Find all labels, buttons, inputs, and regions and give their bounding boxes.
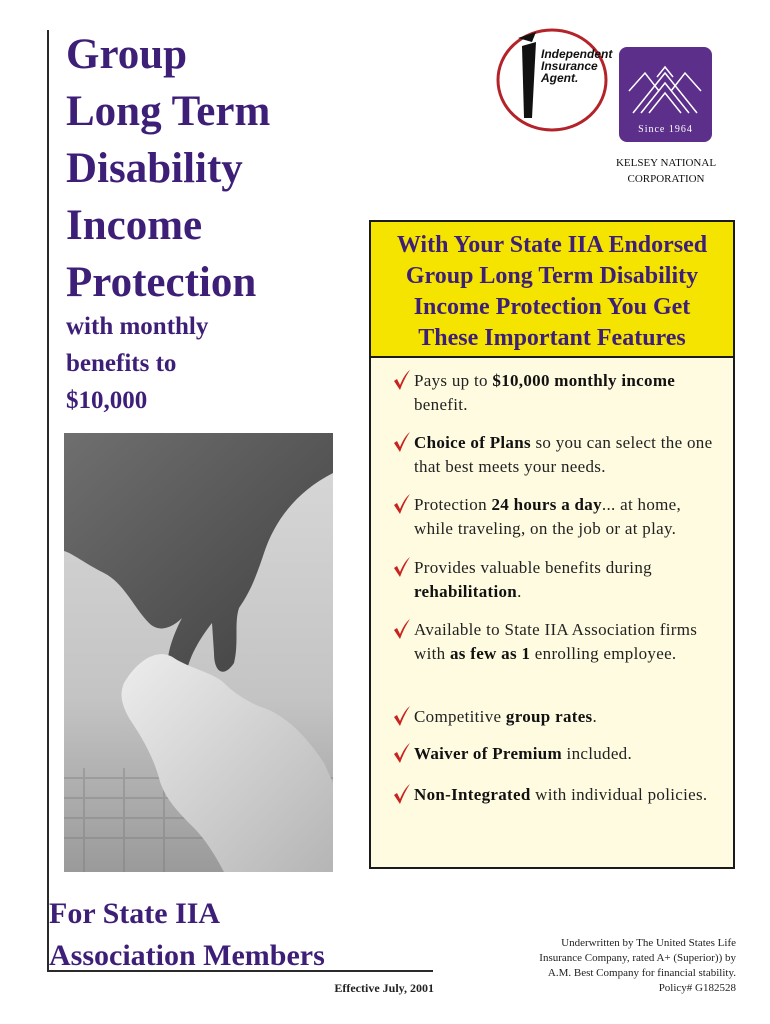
feature-item [393, 431, 723, 479]
feature-item [393, 556, 723, 604]
feature-item [393, 705, 723, 729]
title-line: Long Term [66, 88, 271, 135]
heading-line: These Important Features [418, 325, 686, 351]
feature-text-segment: ... at home, while traveling, on the job or at play. [414, 495, 682, 538]
feature-text [393, 493, 723, 541]
feature-item [393, 618, 723, 666]
feature-text-segment: enrolling employee. [530, 644, 677, 663]
kelsey-name [596, 155, 736, 187]
page-title [66, 26, 366, 311]
underwriter-line: Policy# G182528 [658, 982, 736, 994]
feature-text-segment: so you can select the one that best meets your needs. [414, 433, 713, 476]
members-line: For State IIA [49, 897, 221, 930]
feature-highlight: Choice of Plans [414, 433, 531, 452]
title-line: Income [66, 202, 203, 249]
iia-line: Insurance [541, 59, 598, 73]
features-box [369, 220, 735, 869]
subtitle-line: $10,000 [66, 387, 148, 414]
feature-text [393, 742, 723, 766]
feature-highlight: Non-Integrated [414, 785, 531, 804]
check-icon [393, 556, 411, 578]
feature-text-segment: Pays up to [414, 371, 493, 390]
heading-line: With Your State IIA Endorsed [396, 232, 708, 258]
since-label: Since 1964 [638, 124, 693, 135]
feature-item [393, 783, 723, 807]
check-icon [393, 369, 411, 391]
feature-text-segment: Available to State IIA Association firms with [414, 620, 698, 663]
check-icon [393, 783, 411, 805]
feature-text [393, 369, 723, 417]
feature-text [393, 618, 723, 666]
iia-line: Agent. [541, 71, 579, 85]
feature-highlight: $10,000 monthly income [492, 371, 676, 390]
title-line: Disability [66, 145, 243, 192]
feature-highlight: as few as 1 [449, 644, 531, 663]
feature-highlight: rehabilitation [414, 582, 518, 601]
check-icon [393, 705, 411, 727]
iia-line: Independent [541, 47, 613, 61]
feature-text [393, 556, 723, 604]
left-rule [47, 30, 49, 970]
feature-highlight: 24 hours a day [491, 495, 602, 514]
feature-item [393, 369, 723, 417]
features-heading [371, 222, 733, 358]
underwriter-line: Insurance Company, rated A+ (Superior)) by [539, 952, 736, 964]
subtitle [66, 308, 366, 419]
kelsey-logo [619, 47, 712, 142]
underwriter-note [496, 936, 736, 996]
subtitle-line: with monthly [66, 313, 209, 340]
feature-highlight: Waiver of Premium [414, 744, 562, 763]
feature-text-segment: . [592, 707, 598, 726]
check-icon [393, 493, 411, 515]
feature-item [393, 493, 723, 541]
heading-line: Group Long Term Disability [405, 263, 699, 289]
feature-text-segment: Competitive [414, 707, 506, 726]
members-line: Association Members [49, 939, 325, 972]
feature-item [393, 742, 723, 766]
feature-text-segment: benefit. [414, 395, 468, 414]
feature-text-segment: . [517, 582, 522, 601]
kelsey-name-line: KELSEY NATIONAL [615, 157, 717, 169]
feature-text [393, 431, 723, 479]
check-icon [393, 742, 411, 764]
kelsey-name-line: CORPORATION [627, 173, 705, 185]
feature-text [393, 783, 723, 807]
hands-photo [64, 433, 333, 872]
feature-highlight: group rates [505, 707, 593, 726]
feature-text-segment: Provides valuable benefits during [414, 558, 652, 577]
members-heading [49, 893, 429, 977]
title-line: Protection [66, 259, 257, 306]
check-icon [393, 618, 411, 640]
feature-text-segment: with individual policies. [530, 785, 708, 804]
title-line: Group [66, 31, 188, 78]
check-icon [393, 431, 411, 453]
underwriter-line: Underwritten by The United States Life [561, 937, 736, 949]
feature-text-segment: Protection [414, 495, 492, 514]
effective-date: Effective July, 2001 [334, 981, 434, 995]
feature-text-segment: included. [562, 744, 633, 763]
heading-line: Income Protection You Get [413, 294, 691, 320]
feature-text [393, 705, 723, 729]
subtitle-line: benefits to [66, 350, 177, 377]
iia-logo-text [541, 47, 613, 85]
underwriter-line: A.M. Best Company for financial stability. [547, 967, 736, 979]
